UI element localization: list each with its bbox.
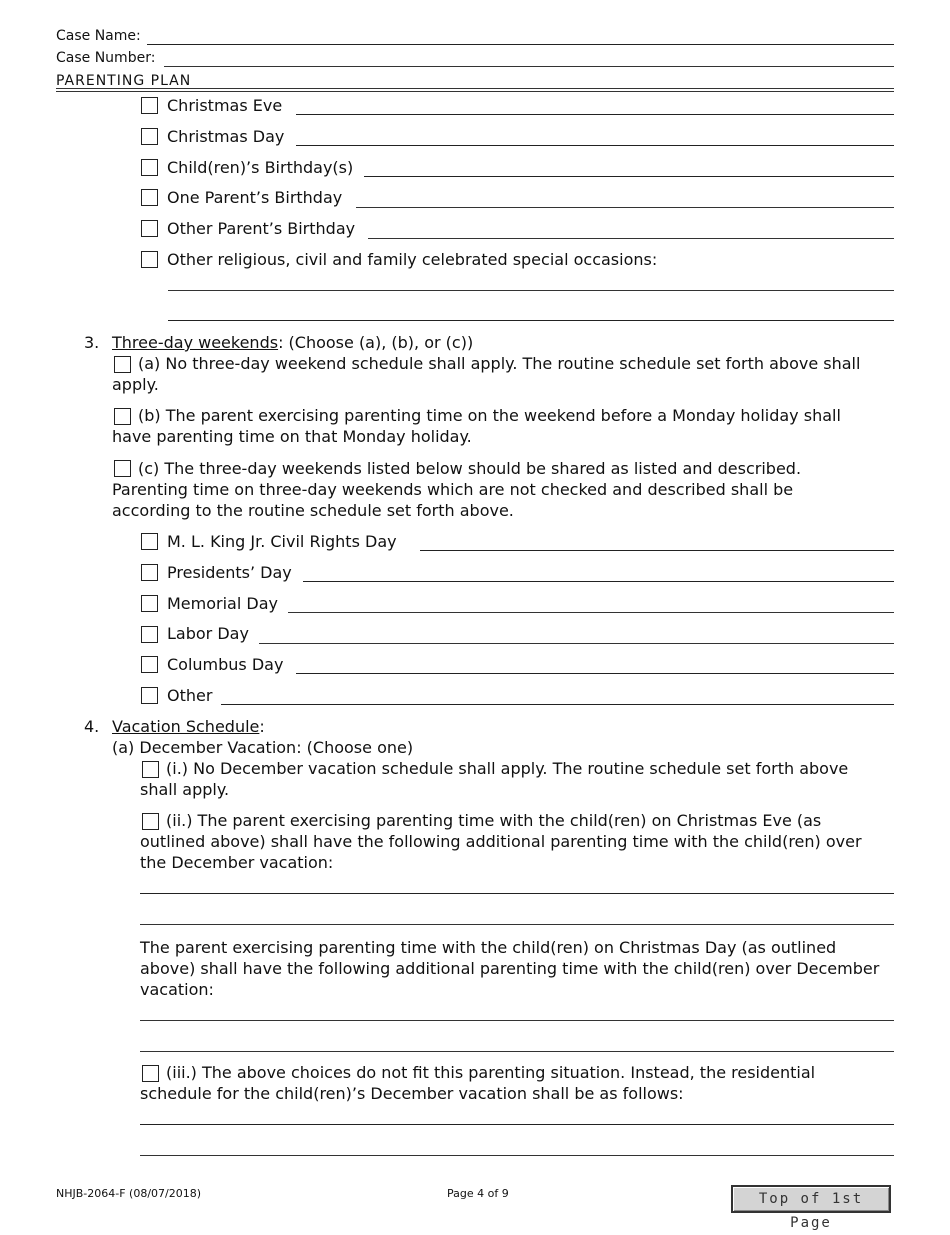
option-b-text: (b) The parent exercising parenting time on the weekend before a Monday holiday shall have parenting time on that Monday holiday. <box>112 406 841 446</box>
form-title: PARENTING PLAN <box>56 73 192 89</box>
christmas-day-vacation-field[interactable] <box>140 1020 894 1021</box>
holiday-field[interactable] <box>296 145 894 146</box>
weekend-field[interactable] <box>259 643 894 644</box>
holiday-label: Christmas Eve <box>167 96 283 115</box>
weekend-label: Labor Day <box>167 624 249 643</box>
section-3-instruction: : (Choose (a), (b), or (c)) <box>278 333 474 352</box>
section-3-title: Three-day weekends <box>112 333 279 352</box>
section-4-heading <box>112 716 265 737</box>
holiday-checkbox[interactable] <box>141 251 158 268</box>
weekend-field[interactable] <box>296 673 894 674</box>
section-4-title: Vacation Schedule <box>112 717 260 736</box>
weekend-label: Memorial Day <box>167 594 278 613</box>
holiday-checkbox[interactable] <box>141 97 158 114</box>
weekend-label: M. L. King Jr. Civil Rights Day <box>167 532 397 551</box>
weekend-checkbox[interactable] <box>141 533 158 550</box>
weekend-checkbox[interactable] <box>141 656 158 673</box>
christmas-eve-vacation-field-2[interactable] <box>140 924 894 925</box>
holiday-checkbox[interactable] <box>141 189 158 206</box>
page-number: Page 4 of 9 <box>447 1187 509 1200</box>
option-c-text: (c) The three-day weekends listed below should be shared as listed and described. Parenting time on three-day weekends which are not checked and described shall be according to the routine schedule set forth above. <box>112 459 802 520</box>
header-divider <box>56 88 894 89</box>
weekend-checkbox[interactable] <box>141 564 158 581</box>
holiday-field[interactable] <box>168 290 894 291</box>
december-schedule-field[interactable] <box>140 1124 894 1125</box>
december-vacation-heading: (a) December Vacation: (Choose one) <box>112 738 414 757</box>
holiday-field[interactable] <box>356 207 894 208</box>
option-i-text: (i.) No December vacation schedule shall apply. The routine schedule set forth above shall apply. <box>140 759 849 799</box>
holiday-label: Other Parent’s Birthday <box>167 219 356 238</box>
option-ii-text: (ii.) The parent exercising parenting time with the child(ren) on Christmas Eve (as outlined above) shall have the following additional parenting time with the child(ren) over the December vacation: <box>140 811 862 872</box>
holiday-label: Christmas Day <box>167 127 285 146</box>
weekend-checkbox[interactable] <box>141 687 158 704</box>
case-name-field[interactable] <box>147 44 894 45</box>
holiday-label: One Parent’s Birthday <box>167 188 343 207</box>
holiday-checkbox[interactable] <box>141 128 158 145</box>
option-iii-text: (iii.) The above choices do not fit this parenting situation. Instead, the residential schedule for the child(ren)’s December vacation shall be as follows: <box>140 1063 816 1103</box>
case-number-field[interactable] <box>164 66 894 67</box>
weekend-field[interactable] <box>303 581 894 582</box>
holiday-field[interactable] <box>368 238 894 239</box>
holiday-label: Child(ren)’s Birthday(s) <box>167 158 354 177</box>
christmas-day-vacation-field-2[interactable] <box>140 1051 894 1052</box>
holiday-label: Other religious, civil and family celebrated special occasions: <box>167 250 658 269</box>
section-3-heading <box>112 332 473 353</box>
weekend-checkbox[interactable] <box>141 626 158 643</box>
december-schedule-field-2[interactable] <box>140 1155 894 1156</box>
holiday-field[interactable] <box>296 114 894 115</box>
section-4-title-suffix: : <box>259 717 265 736</box>
top-of-first-page-button[interactable]: Top of 1st Page <box>731 1185 891 1213</box>
christmas-eve-vacation-field[interactable] <box>140 893 894 894</box>
holiday-field[interactable] <box>364 176 894 177</box>
holiday-checkbox[interactable] <box>141 220 158 237</box>
section-4-number: 4. <box>84 717 100 736</box>
weekend-label: Columbus Day <box>167 655 284 674</box>
holiday-field[interactable] <box>168 320 894 321</box>
weekend-field[interactable] <box>420 550 894 551</box>
holiday-checkbox[interactable] <box>141 159 158 176</box>
weekend-field[interactable] <box>288 612 894 613</box>
weekend-field[interactable] <box>221 704 894 705</box>
section-3-number: 3. <box>84 333 100 352</box>
header-divider-2 <box>56 91 894 92</box>
weekend-label: Presidents’ Day <box>167 563 292 582</box>
weekend-checkbox[interactable] <box>141 595 158 612</box>
option-a-text: (a) No three-day weekend schedule shall apply. The routine schedule set forth above shall apply. <box>112 354 861 394</box>
case-name-label: Case Name: <box>56 28 141 44</box>
weekend-label: Other <box>167 686 213 705</box>
case-number-label: Case Number: <box>56 50 156 66</box>
form-id: NHJB-2064-F (08/07/2018) <box>56 1187 202 1200</box>
christmas-day-text: The parent exercising parenting time with the child(ren) on Christmas Day (as outlined above) shall have the following additional parenting time with the child(ren) over December vacation: <box>140 938 880 999</box>
